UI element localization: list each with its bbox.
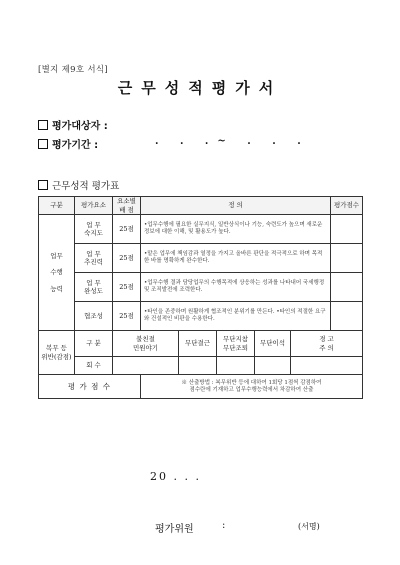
score-cell: 25점 [113, 273, 141, 302]
definition-cell: •타인을 존중하며 원활하게 협조적인 분위기를 만든다. •타인의 적절한 요구와 건설적인 비판을 수용한다. [141, 302, 331, 331]
total-label: 평 가 점 수 [39, 375, 141, 399]
total-row [39, 375, 363, 399]
table-header-row [39, 197, 363, 215]
document-title: 근무성적평가서 [117, 79, 283, 97]
discipline-col: 무단결근 [179, 331, 217, 357]
header-element: 평가요소 [75, 197, 113, 215]
header-category: 구분 [39, 197, 75, 215]
eval-score-cell[interactable] [331, 302, 363, 331]
period-label: 평가기간 : [52, 140, 99, 151]
definition-cell: •업무수행 결과 담당업무의 수행목적에 상응하는 성과를 나타내어 국세행정 및 조직발전에 조력한다. [141, 273, 331, 302]
section-heading [38, 178, 119, 192]
section-title: 근무성적 평가표 [52, 181, 120, 192]
table-row [39, 302, 363, 331]
header-score: 요소별 배 점 [113, 197, 141, 215]
checkbox-icon [38, 180, 48, 190]
discipline-col: 경 고 주 의 [291, 331, 363, 357]
count-cell[interactable] [217, 357, 255, 375]
evaluation-table [38, 196, 363, 399]
discipline-col: 무단이석 [255, 331, 291, 357]
evaluator-colon: : [222, 520, 226, 531]
element-cell: 업 무 숙지도 [75, 215, 113, 244]
count-cell[interactable] [113, 357, 179, 375]
eval-score-cell[interactable] [331, 273, 363, 302]
count-cell[interactable] [179, 357, 217, 375]
target-field [38, 117, 108, 132]
total-note: ※ 산출방법 : 복무위반 등에 대하여 1회당 1점씩 감점하여 점수란에 기재하고 업무수행능력에서 차감하여 산출 [141, 375, 363, 399]
table-row [39, 273, 363, 302]
target-label: 평가대상자 : [52, 121, 108, 132]
eval-score-cell[interactable] [331, 244, 363, 273]
count-cell[interactable] [255, 357, 291, 375]
checkbox-icon [38, 120, 48, 130]
discipline-count-label: 회 수 [75, 357, 113, 375]
table-row [39, 244, 363, 273]
discipline-col: 무단지참 무단조퇴 [217, 331, 255, 357]
evaluator-label: 평가위원 [155, 524, 194, 535]
header-eval-score: 평가점수 [331, 197, 363, 215]
score-cell: 25점 [113, 244, 141, 273]
header-definition: 정 의 [141, 197, 331, 215]
checkbox-icon [38, 139, 48, 149]
discipline-count-row [39, 357, 363, 375]
period-value: . . .~ . . . [155, 136, 310, 147]
discipline-row [39, 331, 363, 357]
definition-cell: •업무수행에 필요한 실무지식, 일반상식이나 기능, 숙련도가 높으며 새로운 정보에 대한 이해, 및 활용도가 높다. [141, 215, 331, 244]
discipline-col: 불친절 민원야기 [113, 331, 179, 357]
score-cell: 25점 [113, 302, 141, 331]
definition-cell: •맡은 업무에 책임감과 열정을 가지고 올바른 판단을 적극적으로 하며 목적한 바를 명확하게 완수한다. [141, 244, 331, 273]
count-cell[interactable] [291, 357, 363, 375]
discipline-category: 복무 등 위반(감점) [39, 331, 75, 375]
element-cell: 업 무 추진력 [75, 244, 113, 273]
element-cell: 업 무 완성도 [75, 273, 113, 302]
period-field [38, 136, 98, 151]
form-number: [별지 제9호 서식] [38, 65, 109, 75]
date-line: 20 . . . [150, 470, 201, 483]
table-row [39, 215, 363, 244]
score-cell: 25점 [113, 215, 141, 244]
signature-label: (서명) [298, 522, 320, 531]
eval-score-cell[interactable] [331, 215, 363, 244]
discipline-division: 구 분 [75, 331, 113, 357]
element-cell: 협조성 [75, 302, 113, 331]
ability-category: 업무 수행 능력 [39, 215, 75, 331]
